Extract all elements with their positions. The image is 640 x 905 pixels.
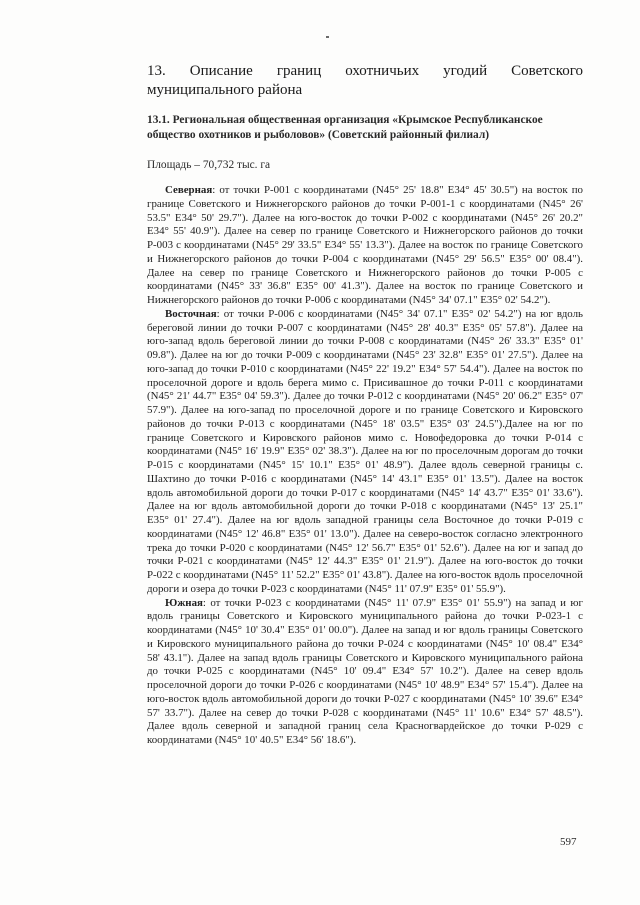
scan-speck [326,36,329,38]
section-heading-continuation: муниципального района [147,82,303,98]
east-boundary-label: Восточная [165,307,217,320]
east-boundary-paragraph [147,308,583,597]
south-boundary-paragraph [147,597,583,748]
south-boundary-label: Южная [165,596,203,609]
south-boundary-text: : от точки Р-023 с координатами (N45° 11' 07.9" E35° 01' 55.9") на запад и юг вдоль границы Советского и Кировского муниципального района до точки Р-023-1 с координатами (N45° 10' 30.4" E35° 01' 00.0"). Далее на запад и юг вдоль границы Советского и Кировского муниципального района до точки Р-024 с координатами (N45° 10' 08.4" E34° 58' 43.1"). Далее на запад вдоль границы Советского и Кировского муниципального района до точки Р-025 с координатами (N45° 10' 09.4" E34° 57' 10.2"). Далее на север вдоль проселочной дороги до точки Р-026 с координатами (N45° 10' 48.9" E34° 57' 15.4"). Далее на юго-восток вдоль автомобильной дороги до точки Р-027 с координатами (N45° 10' 39.6" E34° 57' 33.7"). Далее на север до точки Р-028 с координатами (N45° 11' 10.6" E34° 57' 48.5"). Далее вдоль северной и западной границ села Красногвардейское до точки Р-029 с координатами (N45° 10' 40.5" E34° 56' 18.6"). [147,596,583,746]
subsection-heading: 13.1. Региональная общественная организация «Крымское Республиканское общество охотников и рыболовов» (Советский районный филиал) [147,114,543,141]
north-boundary-text: : от точки Р-001 с координатами (N45° 25' 18.8" E34° 45' 30.5") на восток по границе Советского и Нижнегорского районов до точки Р-001-1 с координатами (N45° 26' 53.5" E34° 50' 29.7"). Далее на юго-восток до точки Р-002 с координатами (N45° 26' 20.2" E34° 55' 40.9"). Далее на север по границе Советского и Нижнегорского районов до точки Р-003 с координатами (N45° 29' 33.5" E34° 55' 13.3"). Далее на восток по границе Советского и Нижнегорского районов до точки Р-004 с координатами (N45° 29' 56.5" E35° 00' 08.4"). Далее на север по границе Советского и Нижнегорского районов до точки Р-005 с координатами (N45° 33' 36.8" E35° 00' 41.3"). Далее на восток по границе Советского и Нижнегорского районов до точки Р-006 с координатами (N45° 34' 07.1" E35° 02' 54.2"). [147,184,583,306]
boundary-description [147,184,583,748]
area-line: Площадь – 70,732 тыс. га [147,159,271,171]
page-number: 597 [560,836,577,848]
north-boundary-label: Северная [165,184,213,196]
east-boundary-text: : от точки Р-006 с координатами (N45° 34' 07.1" E35° 02' 54.2") на юг вдоль береговой линии до точки Р-007 с координатами (N45° 28' 40.3" E35° 05' 57.8"). Далее на юго-запад вдоль береговой линии до точки Р-008 с координатами (N45° 26' 33.3" E35° 01' 09.8"). Далее на юг до точки Р-009 с координатами (N45° 23' 32.8" E35° 01' 27.5"). Далее на юго-запад до точки Р-010 с координатами (N45° 22' 19.2" E34° 57' 54.4"). Далее на восток по проселочной дороге и вдоль берега мимо с. Присивашное до точки Р-011 с координатами (N45° 21' 44.7" E35° 04' 59.3"). Далее до точки Р-012 с координатами (N45° 20' 06.2" E35° 07' 57.9"). Далее на юго-запад по проселочной дороге и по границе Советского и Кировского районов до точки Р-013 с координатами (N45° 18' 03.5" E35° 03' 24.5").Далее на юг по границе Советского и Кировского районов мимо с. Новофедоровка до точки Р-014 с координатами (N45° 16' 19.9" E35° 02' 38.3"). Далее на юг по проселочным дорогам до точки Р-015 с координатами (N45° 15' 10.1" E35° 01' 48.9"). Далее вдоль северной границы с. Шахтино до точки Р-016 с координатами (N45° 14' 43.1" E35° 01' 13.5"). Далее на восток вдоль автомобильной дороги до точки Р-017 с координатами (N45° 14' 43.7" E35° 01' 33.6"). Далее на юг вдоль автомобильной дороги до точки Р-018 с координатами (N45° 13' 25.1" E35° 01' 27.4"). Далее на юг вдоль западной границы села Восточное до точки Р-019 с координатами (N45° 12' 46.8" E35° 01' 13.0"). Далее на северо-восток согласно электронного трека до точки Р-020 с координатами (N45° 12' 56.7" E35° 01' 52.6"). Далее на юг и запад до точки Р-021 с координатами (N45° 12' 44.3" E35° 01' 21.9"). Далее на юго-восток до точки Р-022 с координатами (N45° 11' 52.2" E35° 01' 43.8"). Далее на юго-восток вдоль проселочной дороги и озера до точки Р-023 с координатами (N45° 11' 07.9" E35° 01' 55.9"). [147,307,583,595]
north-boundary-paragraph [147,184,583,308]
section-heading: 13. Описание границ охотничьих угодий Советского [147,63,583,79]
